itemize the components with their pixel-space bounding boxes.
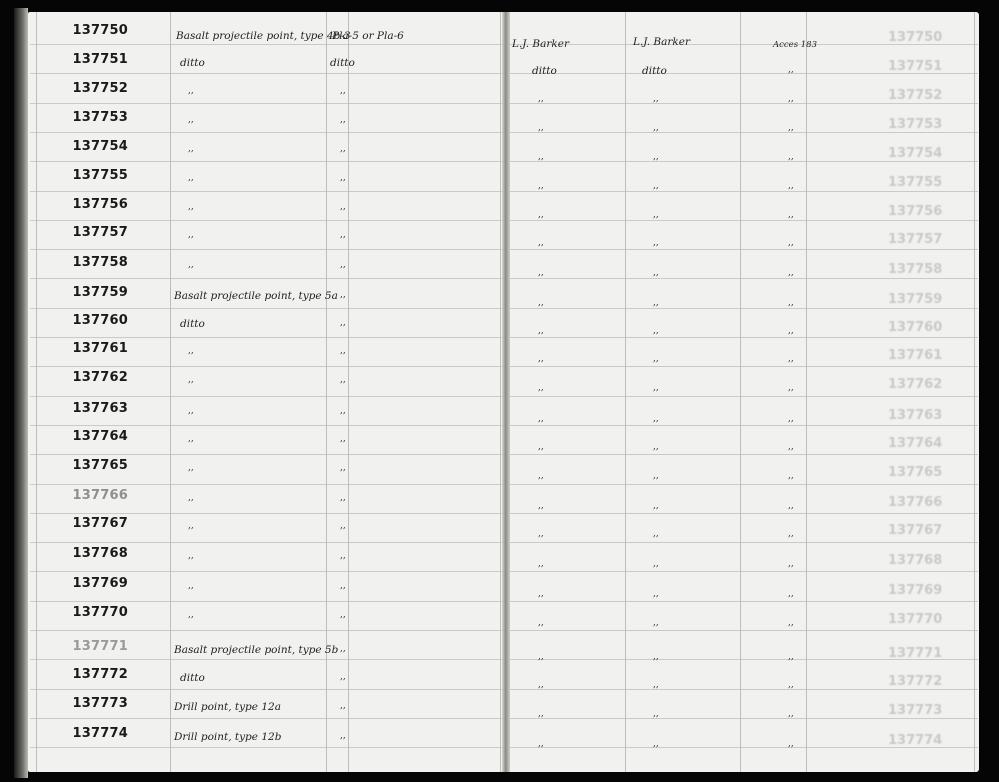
ruled-line	[510, 161, 978, 162]
ruled-line	[510, 571, 978, 572]
bleed-through-number: 137761	[888, 348, 943, 363]
donor-ditto-mark: ,,	[653, 123, 659, 133]
ruled-line	[510, 689, 978, 690]
collector-ditto-mark: ,,	[538, 559, 544, 569]
ruled-line	[510, 425, 978, 426]
ditto-mark: ,,	[188, 260, 194, 270]
ditto-mark: ,,	[188, 493, 194, 503]
catalog-number: 137755	[72, 168, 128, 183]
locality-first-entry: Pla-5 or Pla-6	[332, 30, 404, 42]
collector-ditto-mark: ,,	[538, 210, 544, 220]
catalog-number: 137770	[72, 605, 128, 620]
bleed-through-number: 137752	[888, 88, 943, 103]
catalog-number: 137774	[72, 726, 128, 741]
ruled-line	[510, 366, 978, 367]
column-rule	[326, 12, 327, 772]
collector-ditto-mark: ,,	[538, 414, 544, 424]
ruled-line	[30, 396, 502, 397]
ditto-mark: ,,	[340, 318, 346, 328]
ruled-line	[510, 220, 978, 221]
catalog-number: 137752	[72, 81, 128, 96]
accession-ditto-mark: ,,	[788, 709, 794, 719]
accession-ditto-mark: ,,	[788, 739, 794, 749]
collector-ditto-mark: ,,	[538, 326, 544, 336]
accession-ditto-mark: ,,	[788, 383, 794, 393]
accession-ditto-mark: ,,	[788, 680, 794, 690]
ditto-mark: ,,	[188, 581, 194, 591]
description-text: Drill point, type 12a	[174, 701, 281, 713]
ruled-line	[30, 571, 502, 572]
collector-ditto-mark: ,,	[538, 442, 544, 452]
column-rule	[348, 12, 349, 772]
bleed-through-number: 137770	[888, 612, 943, 627]
bleed-through-number: 137764	[888, 436, 943, 451]
column-rule	[974, 12, 975, 772]
donor-ditto-mark: ,,	[653, 652, 659, 662]
accession-ditto-mark: ,,	[788, 298, 794, 308]
collector-text: ditto	[532, 65, 557, 77]
accession-ditto-mark: ,,	[788, 354, 794, 364]
ditto-mark: ,,	[340, 406, 346, 416]
ruled-line	[30, 747, 502, 748]
donor-ditto-mark: ,,	[653, 354, 659, 364]
donor-text: ditto	[642, 65, 667, 77]
ditto-mark: ,,	[188, 173, 194, 183]
ditto-mark: ,,	[340, 375, 346, 385]
ditto-mark: ,,	[340, 230, 346, 240]
ditto-mark: ,,	[188, 551, 194, 561]
collector-ditto-mark: ,,	[538, 471, 544, 481]
ditto-mark: ,,	[188, 346, 194, 356]
catalog-number: 137753	[72, 110, 128, 125]
ditto-mark: ,,	[188, 610, 194, 620]
ditto-mark: ,,	[188, 463, 194, 473]
collector-ditto-mark: ,,	[538, 529, 544, 539]
donor-ditto-mark: ,,	[653, 471, 659, 481]
bleed-through-number: 137751	[888, 59, 943, 74]
column-rule	[625, 12, 626, 772]
catalog-number: 137764	[72, 429, 128, 444]
catalog-number: 137761	[72, 341, 128, 356]
bleed-through-number: 137765	[888, 465, 943, 480]
catalog-number: 137769	[72, 576, 128, 591]
ruled-line	[510, 542, 978, 543]
ruled-line	[510, 630, 978, 631]
ruled-line	[30, 630, 502, 631]
catalog-number: 137762	[72, 370, 128, 385]
ditto-mark: ,,	[188, 230, 194, 240]
donor-ditto-mark: ,,	[653, 181, 659, 191]
ruled-line	[30, 454, 502, 455]
ditto-mark: ,,	[188, 406, 194, 416]
ditto-mark: ,,	[340, 144, 346, 154]
accession-ditto-mark: ,,	[788, 94, 794, 104]
catalog-number: 137765	[72, 458, 128, 473]
ditto-mark: ,,	[340, 610, 346, 620]
bleed-through-number: 137771	[888, 646, 943, 661]
ruled-line	[510, 278, 978, 279]
collector-ditto-mark: ,,	[538, 739, 544, 749]
catalog-number: 137754	[72, 139, 128, 154]
bleed-through-number: 137759	[888, 292, 943, 307]
donor-ditto-mark: ,,	[653, 94, 659, 104]
collector-ditto-mark: ,,	[538, 123, 544, 133]
ruled-line	[510, 484, 978, 485]
accession-ditto-mark: ,,	[788, 210, 794, 220]
collector-ditto-mark: ,,	[538, 298, 544, 308]
catalog-number: 137767	[72, 516, 128, 531]
donor-ditto-mark: ,,	[653, 414, 659, 424]
donor-ditto-mark: ,,	[653, 559, 659, 569]
column-rule	[740, 12, 741, 772]
accession-ditto-mark: ,,	[788, 471, 794, 481]
accession-ditto-mark: ,,	[788, 442, 794, 452]
accession-first-entry: Acces 183	[773, 40, 817, 50]
catalog-number: 137751	[72, 52, 128, 67]
ditto-mark: ,,	[340, 290, 346, 300]
ditto-mark: ,,	[340, 731, 346, 741]
description-text: Basalt projectile point, type 5b	[174, 644, 339, 656]
bleed-through-number: 137773	[888, 703, 943, 718]
catalog-number: 137760	[72, 313, 128, 328]
collector-ditto-mark: ,,	[538, 383, 544, 393]
donor-ditto-mark: ,,	[653, 326, 659, 336]
bleed-through-number: 137772	[888, 674, 943, 689]
ruled-line	[30, 220, 502, 221]
bleed-through-number: 137757	[888, 232, 943, 247]
collector-ditto-mark: ,,	[538, 709, 544, 719]
accession-ditto-mark: ,,	[788, 501, 794, 511]
book-spine	[502, 12, 510, 772]
bleed-through-number: 137760	[888, 320, 943, 335]
column-rule	[500, 12, 501, 772]
catalog-number: 137771	[72, 639, 128, 654]
ruled-line	[30, 103, 502, 104]
ditto-mark: ,,	[340, 701, 346, 711]
catalog-number: 137756	[72, 197, 128, 212]
catalog-number: 137772	[72, 667, 128, 682]
description-text: ditto	[180, 57, 205, 69]
ditto-mark: ,,	[340, 521, 346, 531]
accession-ditto-mark: ,,	[788, 152, 794, 162]
ruled-line	[30, 601, 502, 602]
ditto-mark: ,,	[188, 144, 194, 154]
ruled-line	[30, 689, 502, 690]
accession-ditto-mark: ,,	[788, 238, 794, 248]
catalog-number: 137757	[72, 225, 128, 240]
ruled-line	[30, 718, 502, 719]
ditto-mark: ,,	[340, 434, 346, 444]
description-text: Basalt projectile point, type 5a	[174, 290, 338, 302]
ruled-line	[30, 659, 502, 660]
ruled-line	[510, 454, 978, 455]
accession-ditto-mark: ,,	[788, 65, 794, 75]
catalog-number: 137773	[72, 696, 128, 711]
bleed-through-number: 137768	[888, 553, 943, 568]
donor-ditto-mark: ,,	[653, 383, 659, 393]
bleed-through-number: 137753	[888, 117, 943, 132]
ruled-line	[30, 425, 502, 426]
bleed-through-number: 137767	[888, 523, 943, 538]
collector-ditto-mark: ,,	[538, 94, 544, 104]
donor-ditto-mark: ,,	[653, 709, 659, 719]
accession-ditto-mark: ,,	[788, 123, 794, 133]
donor-ditto-mark: ,,	[653, 268, 659, 278]
ruled-line	[30, 191, 502, 192]
ditto-mark: ,,	[188, 86, 194, 96]
bleed-through-number: 137774	[888, 733, 943, 748]
ditto-mark: ,,	[340, 86, 346, 96]
locality-text: ditto	[330, 57, 355, 69]
ditto-mark: ,,	[340, 202, 346, 212]
ruled-line	[510, 132, 978, 133]
catalog-number: 137768	[72, 546, 128, 561]
ruled-line	[510, 308, 978, 309]
collector-ditto-mark: ,,	[538, 354, 544, 364]
ruled-line	[30, 513, 502, 514]
accession-ditto-mark: ,,	[788, 181, 794, 191]
accession-ditto-mark: ,,	[788, 414, 794, 424]
book-binding	[14, 8, 28, 778]
bleed-through-number: 137758	[888, 262, 943, 277]
column-rule	[806, 12, 807, 772]
bleed-through-number: 137756	[888, 204, 943, 219]
ditto-mark: ,,	[340, 260, 346, 270]
collector-ditto-mark: ,,	[538, 238, 544, 248]
ruled-line	[30, 44, 502, 45]
ditto-mark: ,,	[340, 672, 346, 682]
collector-ditto-mark: ,,	[538, 181, 544, 191]
ditto-mark: ,,	[340, 115, 346, 125]
accession-ditto-mark: ,,	[788, 559, 794, 569]
ditto-mark: ,,	[340, 644, 346, 654]
ruled-line	[30, 366, 502, 367]
ruled-line	[30, 249, 502, 250]
description-first-entry: Basalt projectile point, type 4b-3	[176, 30, 351, 42]
catalog-number: 137750	[72, 23, 128, 38]
donor-ditto-mark: ,,	[653, 739, 659, 749]
accession-ditto-mark: ,,	[788, 618, 794, 628]
bleed-through-number: 137766	[888, 495, 943, 510]
description-text: ditto	[180, 672, 205, 684]
catalog-number: 137766	[72, 488, 128, 503]
ruled-line	[510, 396, 978, 397]
ruled-line	[510, 191, 978, 192]
ditto-mark: ,,	[188, 375, 194, 385]
description-text: Drill point, type 12b	[174, 731, 282, 743]
donor-ditto-mark: ,,	[653, 618, 659, 628]
catalog-number: 137763	[72, 401, 128, 416]
donor-first-entry: L.J. Barker	[633, 36, 690, 48]
ruled-line	[30, 278, 502, 279]
collector-ditto-mark: ,,	[538, 652, 544, 662]
column-rule	[170, 12, 171, 772]
ruled-line	[510, 513, 978, 514]
left-page	[28, 12, 504, 772]
donor-ditto-mark: ,,	[653, 529, 659, 539]
catalog-number: 137758	[72, 255, 128, 270]
accession-ditto-mark: ,,	[788, 326, 794, 336]
ruled-line	[510, 337, 978, 338]
ditto-mark: ,,	[188, 521, 194, 531]
bleed-through-number: 137763	[888, 408, 943, 423]
collector-ditto-mark: ,,	[538, 618, 544, 628]
bleed-through-number: 137769	[888, 583, 943, 598]
donor-ditto-mark: ,,	[653, 501, 659, 511]
description-text: ditto	[180, 318, 205, 330]
donor-ditto-mark: ,,	[653, 589, 659, 599]
collector-ditto-mark: ,,	[538, 152, 544, 162]
ruled-line	[510, 718, 978, 719]
bleed-through-number: 137762	[888, 377, 943, 392]
ditto-mark: ,,	[340, 493, 346, 503]
ruled-line	[510, 601, 978, 602]
bleed-through-number: 137755	[888, 175, 943, 190]
collector-ditto-mark: ,,	[538, 589, 544, 599]
ditto-mark: ,,	[340, 463, 346, 473]
ditto-mark: ,,	[340, 581, 346, 591]
bleed-through-number: 137750	[888, 30, 943, 45]
ditto-mark: ,,	[188, 115, 194, 125]
column-rule	[36, 12, 37, 772]
ruled-line	[30, 161, 502, 162]
ruled-line	[30, 542, 502, 543]
accession-ditto-mark: ,,	[788, 529, 794, 539]
accession-ditto-mark: ,,	[788, 652, 794, 662]
bleed-through-number: 137754	[888, 146, 943, 161]
collector-ditto-mark: ,,	[538, 268, 544, 278]
ruled-line	[30, 132, 502, 133]
donor-ditto-mark: ,,	[653, 680, 659, 690]
collector-first-entry: L.J. Barker	[512, 38, 569, 50]
ruled-line	[30, 484, 502, 485]
ruled-line	[510, 103, 978, 104]
collector-ditto-mark: ,,	[538, 501, 544, 511]
accession-ditto-mark: ,,	[788, 589, 794, 599]
donor-ditto-mark: ,,	[653, 210, 659, 220]
ruled-line	[30, 73, 502, 74]
ditto-mark: ,,	[340, 173, 346, 183]
collector-ditto-mark: ,,	[538, 680, 544, 690]
ruled-line	[30, 337, 502, 338]
donor-ditto-mark: ,,	[653, 152, 659, 162]
catalog-number: 137759	[72, 285, 128, 300]
donor-ditto-mark: ,,	[653, 298, 659, 308]
accession-ditto-mark: ,,	[788, 268, 794, 278]
ruled-line	[30, 308, 502, 309]
ditto-mark: ,,	[340, 551, 346, 561]
ditto-mark: ,,	[188, 202, 194, 212]
ditto-mark: ,,	[340, 346, 346, 356]
donor-ditto-mark: ,,	[653, 442, 659, 452]
ruled-line	[510, 249, 978, 250]
ditto-mark: ,,	[188, 434, 194, 444]
donor-ditto-mark: ,,	[653, 238, 659, 248]
